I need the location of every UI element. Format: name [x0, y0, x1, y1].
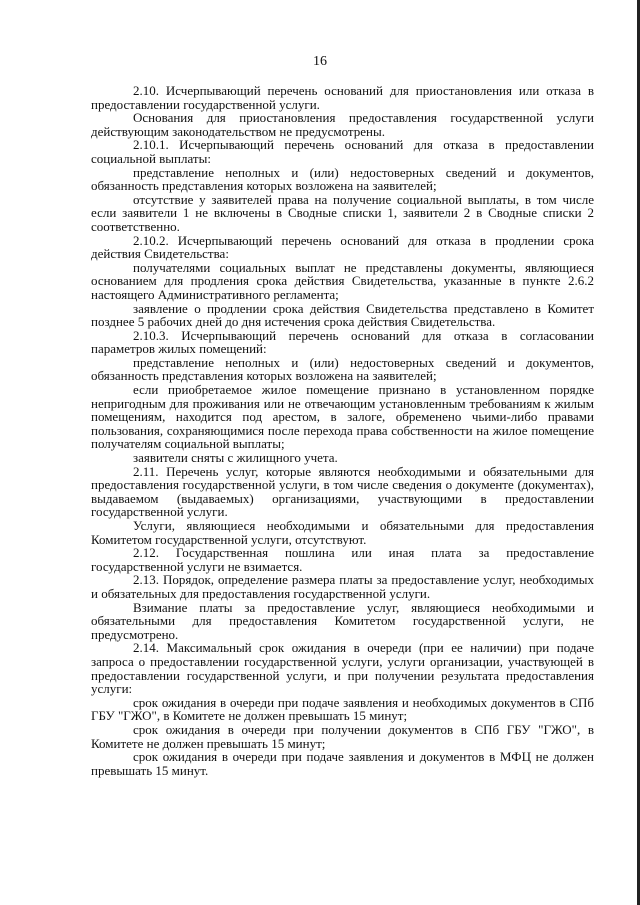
paragraph: представление неполных и (или) недостоверных сведений и документов, обязанность представления которых возложена на заявителей;: [91, 354, 594, 384]
paragraph: 2.10.3. Исчерпывающий перечень оснований для отказа в согласовании параметров жилых помещений:: [91, 327, 594, 357]
paragraph: отсутствие у заявителей права на получение социальной выплаты, в том числе если заявители 1 не включены в Сводные списки 1, заявители 2 в Сводные списки 2 соответственно.: [91, 191, 594, 234]
paragraph: 2.13. Порядок, определение размера платы за предоставление услуг, необходимых и обязательных для предоставления государственной услуги.: [91, 572, 594, 601]
paragraph: Взимание платы за предоставление услуг, являющиеся необходимыми и обязательными для предоставления Комитетом государственной услуги, не предусмотрено.: [91, 599, 594, 642]
paragraph: Основания для приостановления предоставления государственной услуги действующим законодательством не предусмотрены.: [91, 110, 594, 139]
page-number: 16: [313, 54, 327, 69]
paragraph: срок ожидания в очереди при получении документов в СПб ГБУ "ГЖО", в Комитете не должен превышать 15 минут;: [91, 721, 594, 751]
paragraph: срок ожидания в очереди при подаче заявления и необходимых документов в СПб ГБУ "ГЖО", в Комитете не должен превышать 15 минут;: [91, 694, 594, 724]
paragraph: 2.11. Перечень услуг, которые являются необходимыми и обязательными для предоставления государственной услуги, в том числе сведения о документе (документах), выдаваемом (выдаваемых) организациями, участвующими в предоставлении государственной услуги.: [91, 463, 594, 520]
document-body: [91, 84, 594, 777]
paragraph: 2.10.2. Исчерпывающий перечень оснований для отказа в продлении срока действия Свидетельства:: [91, 232, 594, 262]
paragraph: если приобретаемое жилое помещение признано в установленном порядке непригодным для проживания или не отвечающим установленным требованиям к жилым помещениям, находится под арестом, в залоге, обременено чьими-либо правами пользования, сохраняющимися после перехода права собственности на жилое помещение получателям социальной выплаты;: [91, 382, 594, 452]
paragraph: получателями социальных выплат не представлены документы, являющиеся основанием для продления срока действия Свидетельства, указанные в пункте 2.6.2 настоящего Административного регламента;: [91, 259, 594, 302]
paragraph: 2.12. Государственная пошлина или иная плата за предоставление государственной услуги не взимается.: [91, 545, 594, 574]
paragraph: срок ожидания в очереди при подаче заявления и документов в МФЦ не должен превышать 15 минут.: [91, 749, 594, 778]
paragraph: 2.10.1. Исчерпывающий перечень оснований для отказа в предоставлении социальной выплаты:: [91, 137, 594, 166]
paragraph: представление неполных и (или) недостоверных сведений и документов, обязанность представления которых возложена на заявителей;: [91, 164, 594, 194]
paragraph: заявители сняты с жилищного учета.: [133, 450, 338, 466]
paragraph: Услуги, являющиеся необходимыми и обязательными для предоставления Комитетом государственной услуги, отсутствуют.: [91, 518, 594, 547]
paragraph: 2.10. Исчерпывающий перечень оснований для приостановления или отказа в предоставлении государственной услуги.: [91, 83, 594, 112]
paragraph: заявление о продлении срока действия Свидетельства представлено в Комитет позднее 5 рабочих дней до дня истечения срока действия Свидетельства.: [91, 300, 594, 330]
paragraph: 2.14. Максимальный срок ожидания в очереди (при ее наличии) при подаче запроса о предоставлении государственной услуги, услуги организации, участвующей в предоставлении государственной услуги, и при получении результата предоставления услуги:: [91, 640, 594, 697]
